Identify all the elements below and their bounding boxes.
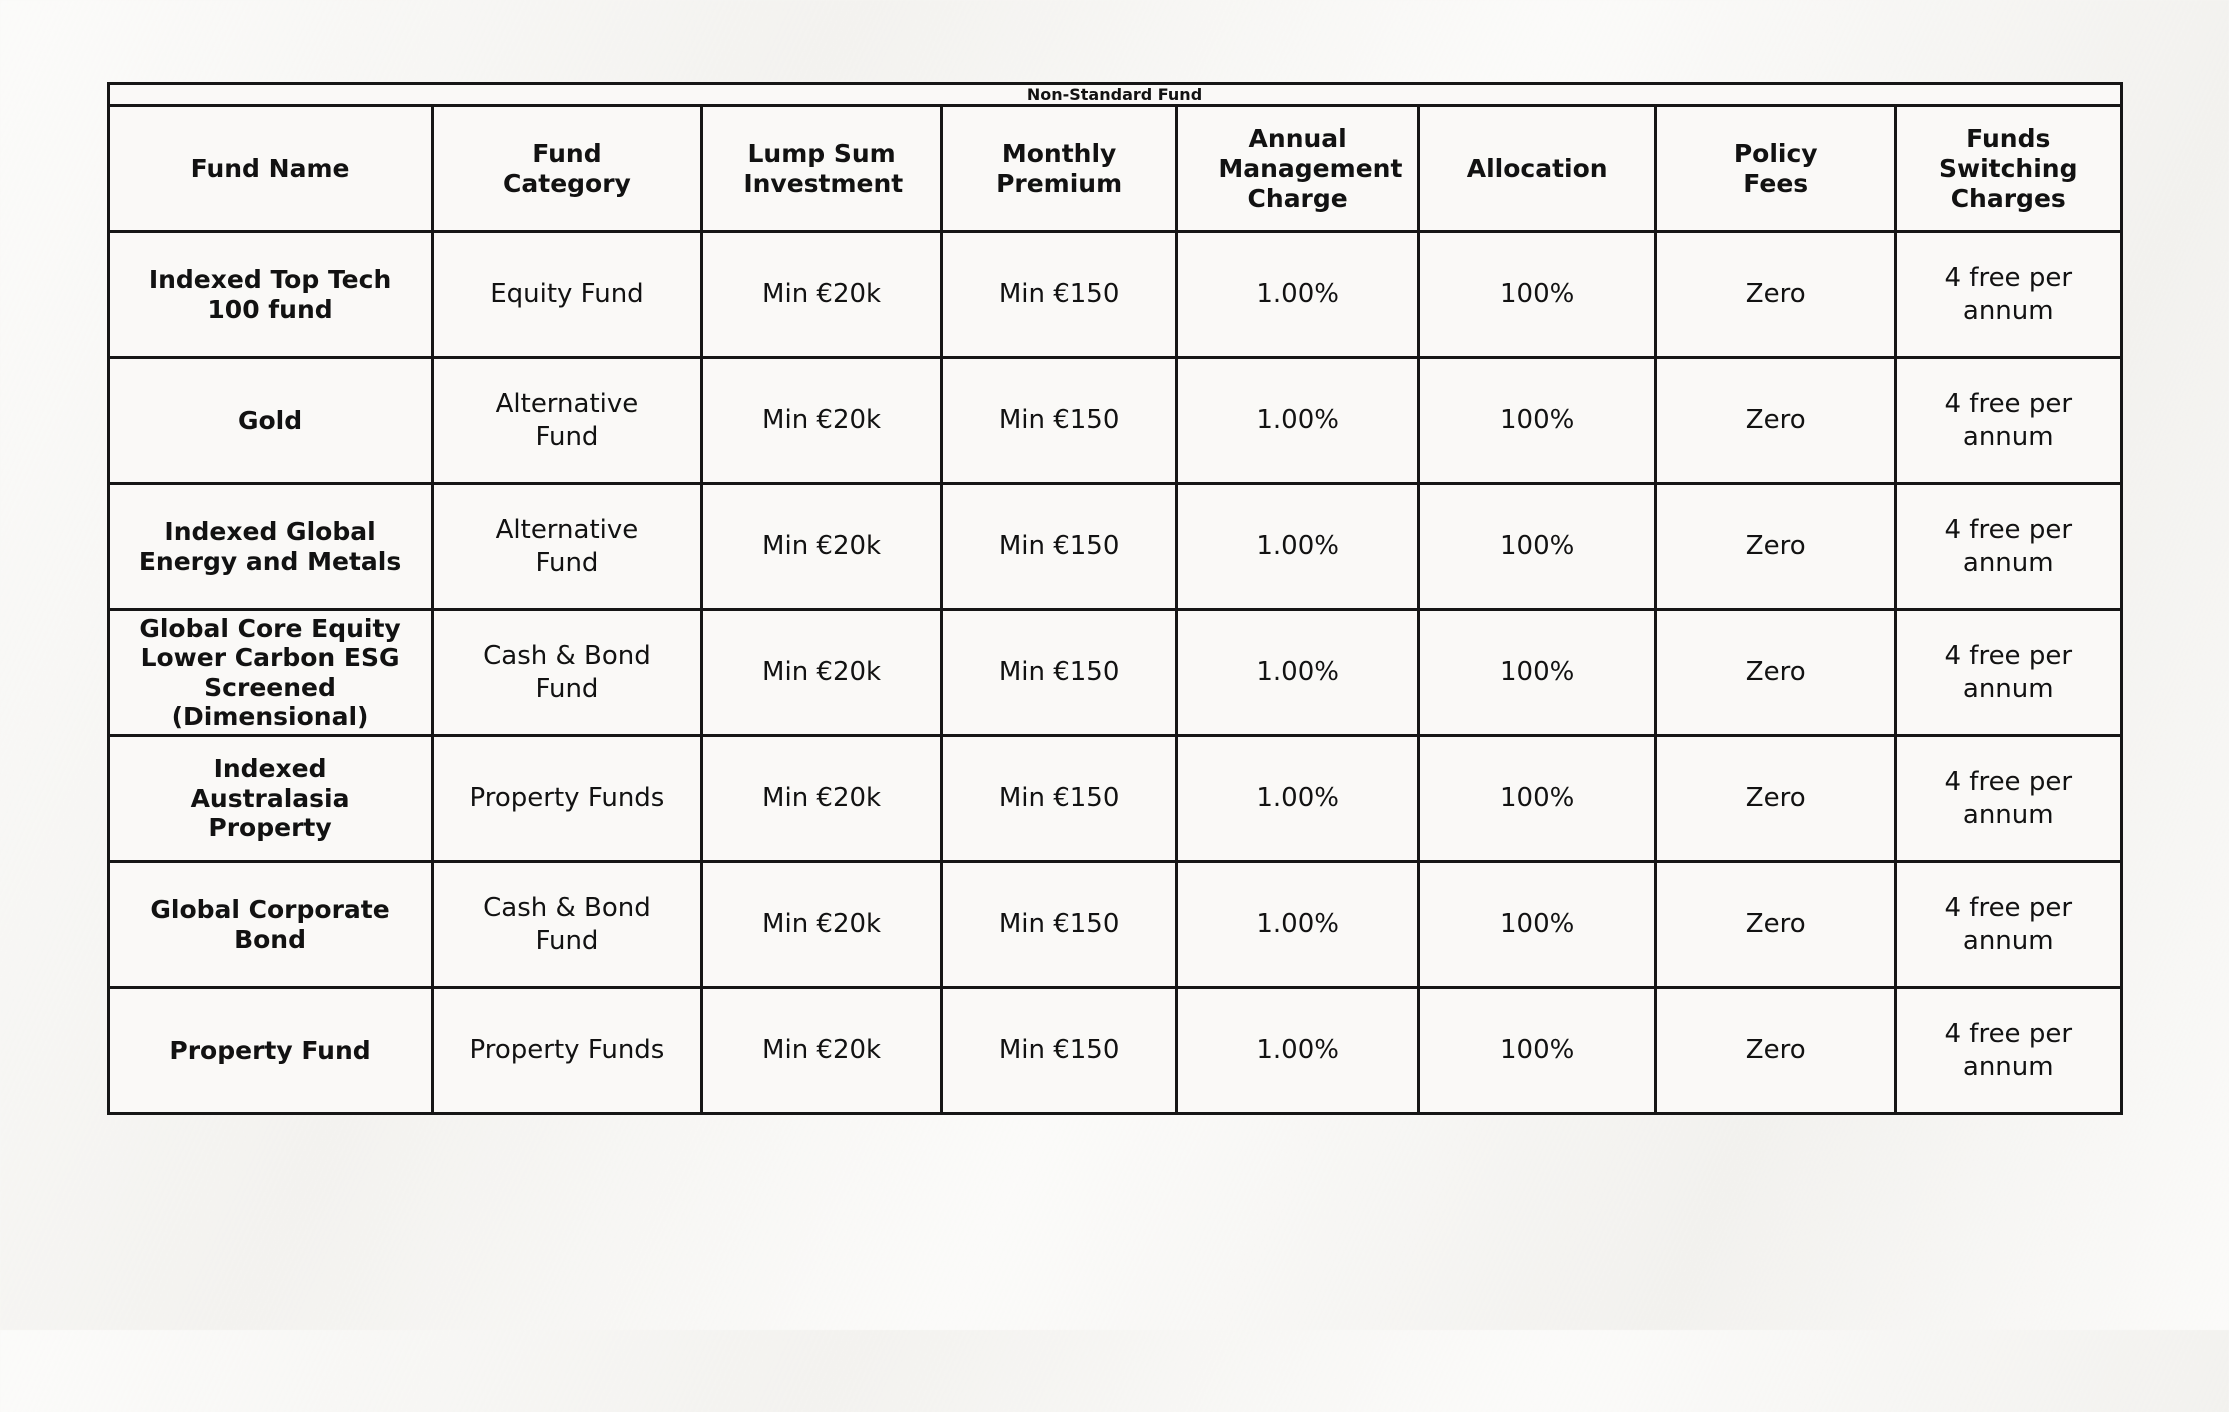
fund-row (108, 484, 2121, 610)
annual-management-charge-cell: 1.00% (1177, 610, 1419, 736)
policy-fees-cell: Zero (1656, 988, 1896, 1114)
monthly-premium-cell: Min €150 (941, 610, 1177, 736)
fund-name-cell: Global Corporate Bond (108, 862, 432, 988)
fund-name-cell: Indexed Global Energy and Metals (108, 484, 432, 610)
policy-fees-cell: Zero (1656, 358, 1896, 484)
column-header-row (108, 106, 2121, 232)
col-header-funds-switching-charges: Funds Switching Charges (1896, 106, 2122, 232)
fund-row (108, 736, 2121, 862)
policy-fees-cell: Zero (1656, 232, 1896, 358)
fund-row (108, 232, 2121, 358)
policy-fees-cell: Zero (1656, 736, 1896, 862)
monthly-premium-cell: Min €150 (941, 862, 1177, 988)
fund-row (108, 862, 2121, 988)
funds-switching-cell: 4 free per annum (1896, 862, 2122, 988)
fund-category-cell: Cash & Bond Fund (432, 610, 702, 736)
table-title-row (108, 84, 2121, 106)
annual-management-charge-cell: 1.00% (1177, 988, 1419, 1114)
allocation-cell: 100% (1418, 610, 1656, 736)
lump-sum-cell: Min €20k (702, 610, 942, 736)
lump-sum-cell: Min €20k (702, 484, 942, 610)
monthly-premium-cell: Min €150 (941, 736, 1177, 862)
funds-switching-cell: 4 free per annum (1896, 736, 2122, 862)
fund-name-cell: Property Fund (108, 988, 432, 1114)
monthly-premium-cell: Min €150 (941, 988, 1177, 1114)
fund-name-cell: Indexed Top Tech 100 fund (108, 232, 432, 358)
fund-name-cell: Global Core Equity Lower Carbon ESG Screened (Dimensional) (108, 610, 432, 736)
lump-sum-cell: Min €20k (702, 862, 942, 988)
lump-sum-cell: Min €20k (702, 988, 942, 1114)
monthly-premium-cell: Min €150 (941, 484, 1177, 610)
fund-category-cell: Property Funds (432, 736, 702, 862)
monthly-premium-cell: Min €150 (941, 232, 1177, 358)
col-header-fund-category: Fund Category (432, 106, 702, 232)
fund-category-cell: Equity Fund (432, 232, 702, 358)
table-title: Non-Standard Fund (108, 84, 2121, 106)
monthly-premium-cell: Min €150 (941, 358, 1177, 484)
allocation-cell: 100% (1418, 988, 1656, 1114)
allocation-cell: 100% (1418, 484, 1656, 610)
annual-management-charge-cell: 1.00% (1177, 232, 1419, 358)
allocation-cell: 100% (1418, 232, 1656, 358)
fund-row (108, 358, 2121, 484)
col-header-policy-fees: Policy Fees (1656, 106, 1896, 232)
fund-row (108, 610, 2121, 736)
funds-switching-cell: 4 free per annum (1896, 232, 2122, 358)
fund-category-cell: Cash & Bond Fund (432, 862, 702, 988)
funds-switching-cell: 4 free per annum (1896, 358, 2122, 484)
annual-management-charge-cell: 1.00% (1177, 736, 1419, 862)
fund-row (108, 988, 2121, 1114)
fund-fee-table (107, 82, 2123, 1115)
fund-name-cell: Gold (108, 358, 432, 484)
funds-switching-cell: 4 free per annum (1896, 484, 2122, 610)
fund-category-cell: Alternative Fund (432, 358, 702, 484)
col-header-allocation: Allocation (1418, 106, 1656, 232)
col-header-lump-sum-investment: Lump Sum Investment (702, 106, 942, 232)
policy-fees-cell: Zero (1656, 862, 1896, 988)
allocation-cell: 100% (1418, 862, 1656, 988)
fund-name-cell: Indexed Australasia Property (108, 736, 432, 862)
lump-sum-cell: Min €20k (702, 358, 942, 484)
annual-management-charge-cell: 1.00% (1177, 484, 1419, 610)
lump-sum-cell: Min €20k (702, 232, 942, 358)
col-header-fund-name: Fund Name (108, 106, 432, 232)
col-header-monthly-premium: Monthly Premium (941, 106, 1177, 232)
funds-switching-cell: 4 free per annum (1896, 988, 2122, 1114)
funds-switching-cell: 4 free per annum (1896, 610, 2122, 736)
col-header-annual-management-charge: Annual Management Charge (1177, 106, 1419, 232)
lump-sum-cell: Min €20k (702, 736, 942, 862)
annual-management-charge-cell: 1.00% (1177, 862, 1419, 988)
allocation-cell: 100% (1418, 358, 1656, 484)
allocation-cell: 100% (1418, 736, 1656, 862)
fund-category-cell: Property Funds (432, 988, 702, 1114)
policy-fees-cell: Zero (1656, 610, 1896, 736)
policy-fees-cell: Zero (1656, 484, 1896, 610)
fund-category-cell: Alternative Fund (432, 484, 702, 610)
annual-management-charge-cell: 1.00% (1177, 358, 1419, 484)
